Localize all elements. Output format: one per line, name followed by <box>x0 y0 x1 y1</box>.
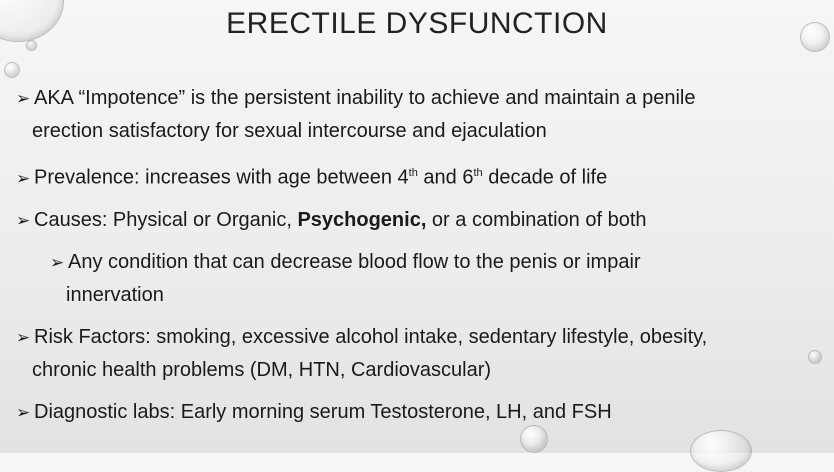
bullet-diagnostic-labs <box>16 396 816 429</box>
risk-factors-line2: chronic health problems (DM, HTN, Cardiovascular) <box>32 358 492 381</box>
bullet-arrow-icon: ➢ <box>16 168 31 188</box>
bullet-arrow-icon: ➢ <box>16 402 31 422</box>
bullet-aka <box>16 82 816 148</box>
bullet-risk-factors <box>16 321 816 387</box>
prevalence-text-a: Prevalence: increases with age between 4 <box>34 166 409 189</box>
bullet-arrow-icon: ➢ <box>16 210 31 230</box>
sub-bullet-line2: innervation <box>66 283 164 306</box>
bullet-causes <box>16 204 816 237</box>
causes-text-b: or a combination of both <box>426 208 647 231</box>
bullet-list <box>16 82 816 438</box>
sub-bullet-blood-flow <box>50 246 816 312</box>
bubble-decoration <box>26 40 37 51</box>
bubble-decoration <box>4 62 20 78</box>
prevalence-text-b: and 6 <box>417 166 474 189</box>
slide-title: ERECTILE DYSFUNCTION <box>226 7 608 40</box>
causes-text-bold: Psychogenic, <box>297 208 427 231</box>
prevalence-text-c: decade of life <box>482 166 608 189</box>
superscript-th: th <box>408 167 418 179</box>
bullet-aka-line2: erection satisfactory for sexual intercourse and ejaculation <box>32 120 547 142</box>
bullet-arrow-icon: ➢ <box>16 89 31 108</box>
bullet-arrow-icon: ➢ <box>16 327 31 347</box>
bullet-arrow-icon: ➢ <box>50 252 65 272</box>
risk-factors-line1: Risk Factors: smoking, excessive alcohol intake, sedentary lifestyle, obesity, <box>34 325 708 348</box>
sub-bullet-line1: Any condition that can decrease blood flow to the penis or impair <box>68 250 641 273</box>
bullet-prevalence <box>16 157 816 195</box>
superscript-th: th <box>473 167 483 179</box>
bullet-aka-line1: AKA “Impotence” is the persistent inability to achieve and maintain a penile <box>34 87 696 109</box>
diagnostic-labs-text: Diagnostic labs: Early morning serum Testosterone, LH, and FSH <box>34 400 612 423</box>
causes-text-a: Causes: Physical or Organic, <box>34 208 298 231</box>
